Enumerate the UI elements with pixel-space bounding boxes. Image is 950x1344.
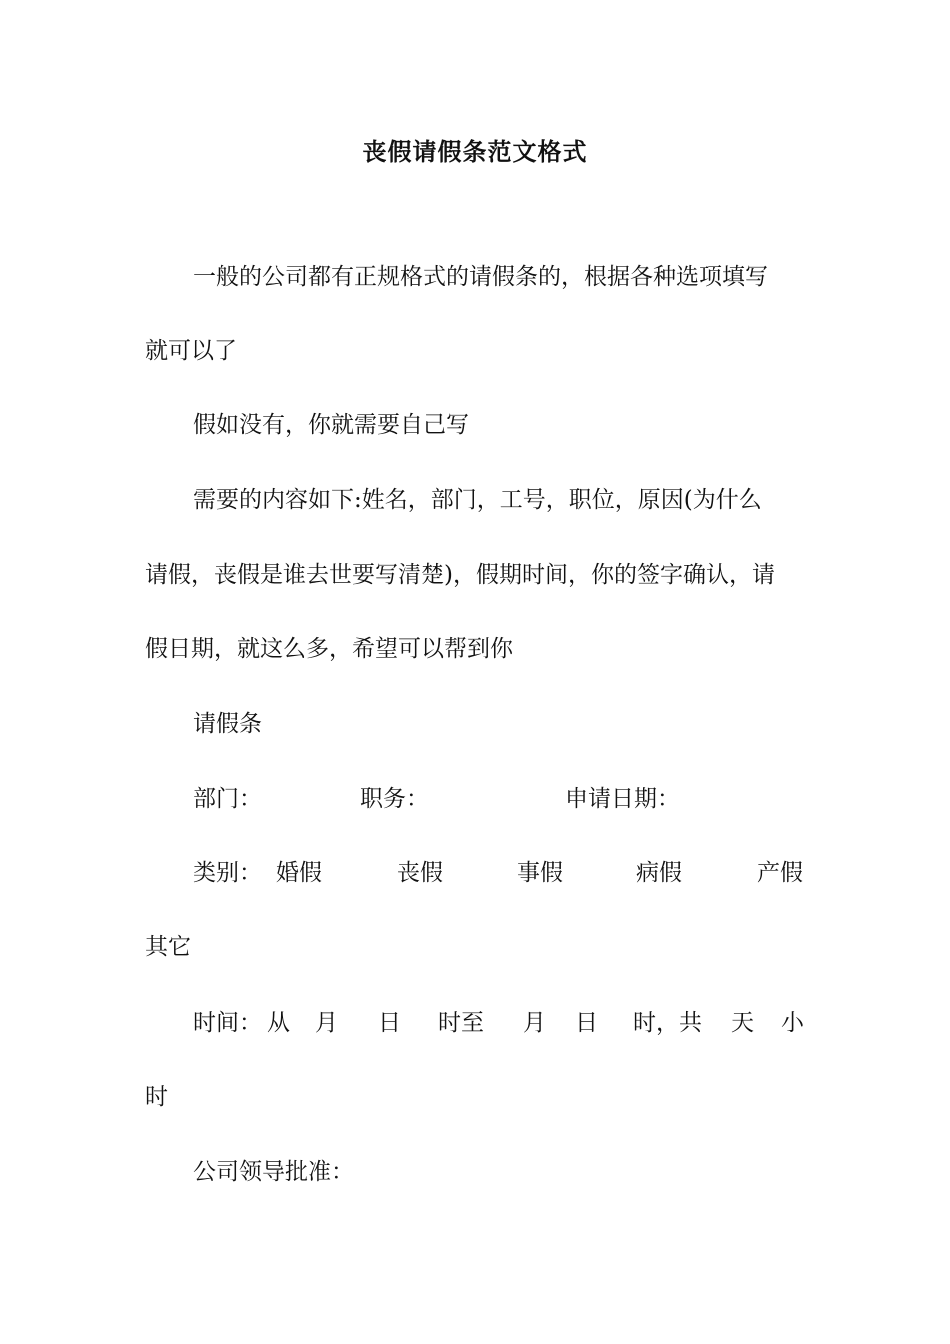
time-day-1: 日 (378, 1010, 401, 1036)
form-title: 请假条 (193, 711, 262, 737)
department-label: 部门： (193, 786, 262, 812)
time-day-2: 日 (575, 1010, 598, 1036)
time-from: 从 (267, 1010, 290, 1036)
time-hour-to: 时至 (438, 1010, 484, 1036)
time-small: 小 (781, 1010, 804, 1036)
time-month-2: 月 (523, 1010, 546, 1036)
paragraph-3-line-2: 请假，丧假是谁去世要写清楚)，假期时间，你的签字确认，请 (145, 562, 775, 588)
category-maternity: 产假 (757, 860, 803, 886)
approval-label: 公司领导批准： (193, 1159, 354, 1185)
time-days: 天 (731, 1010, 754, 1036)
time-month-1: 月 (315, 1010, 338, 1036)
category-sick: 病假 (636, 860, 682, 886)
paragraph-2: 假如没有，你就需要自己写 (193, 412, 469, 438)
page-title: 丧假请假条范文格式 (362, 137, 588, 166)
paragraph-3-line-3: 假日期，就这么多，希望可以帮到你 (145, 636, 513, 662)
category-personal: 事假 (517, 860, 563, 886)
category-label: 类别： (193, 860, 262, 886)
category-funeral: 丧假 (397, 860, 443, 886)
position-label: 职务： (360, 786, 429, 812)
category-other: 其它 (145, 934, 191, 960)
time-hour-end: 时 (145, 1084, 168, 1110)
time-label: 时间： (193, 1010, 262, 1036)
paragraph-1-line-1: 一般的公司都有正规格式的请假条的，根据各种选项填写 (193, 264, 768, 290)
apply-date-label: 申请日期： (565, 786, 680, 812)
time-hour-total: 时，共 (633, 1010, 702, 1036)
category-marriage: 婚假 (276, 860, 322, 886)
paragraph-3-line-1: 需要的内容如下:姓名，部门，工号，职位，原因(为什么 (193, 487, 762, 513)
paragraph-1-line-2: 就可以了 (145, 338, 237, 364)
